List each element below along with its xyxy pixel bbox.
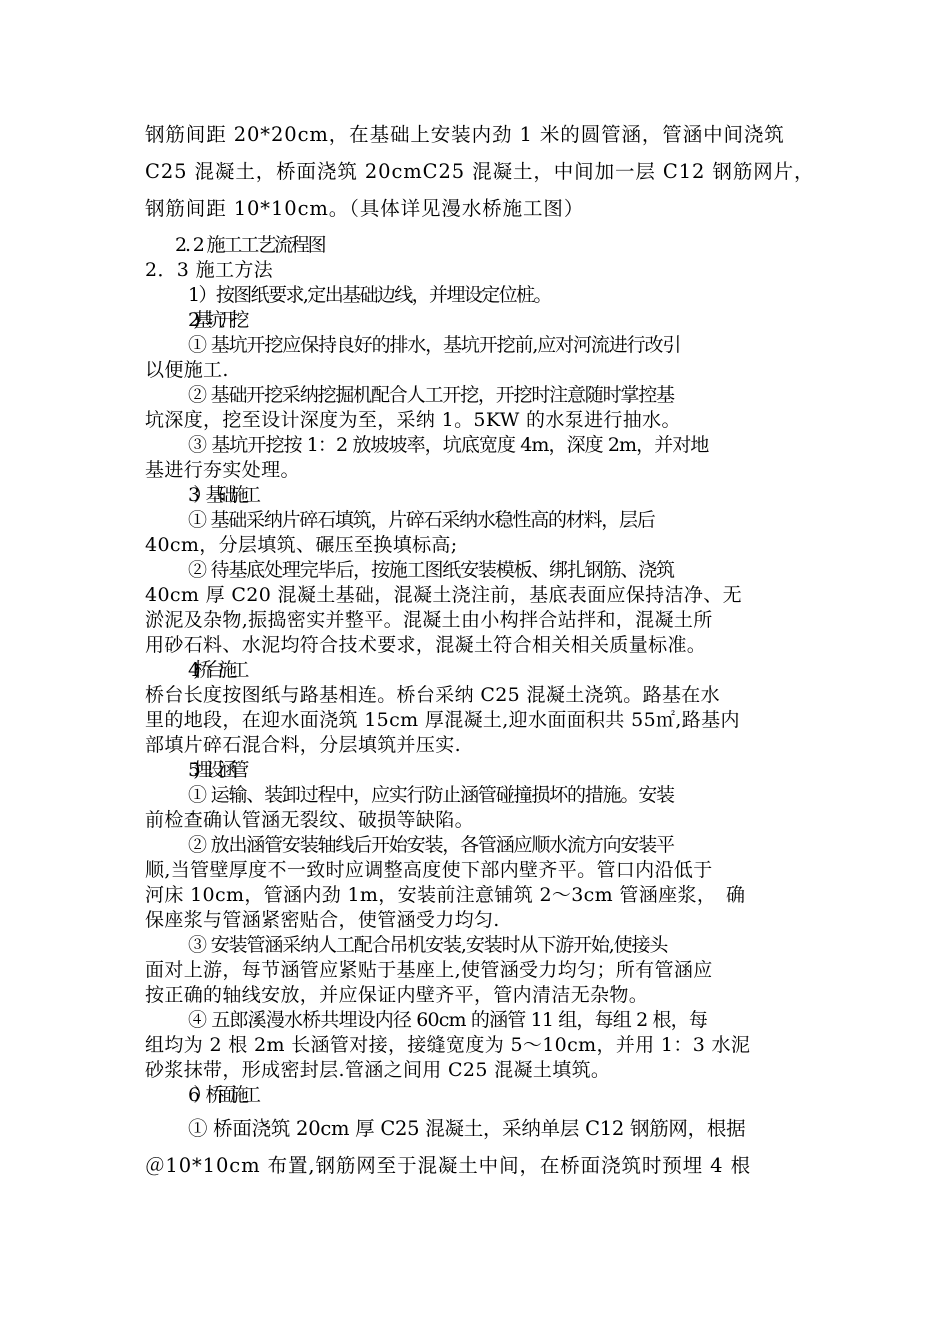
subsection-heading: 2)基坑开挖: [188, 309, 243, 331]
paragraph-line: ③ 基坑开挖按 1：2 放坡坡率，坑底宽度 4m，深度 2m，并对地: [188, 434, 709, 456]
section-heading: 2. 2 施工工艺流程图: [175, 234, 325, 256]
paragraph-line: 前检查确认管涵无裂纹、破损等缺陷。: [145, 809, 474, 831]
paragraph-line: 桥台长度按图纸与路基相连。桥台采纳 C25 混凝土浇筑。路基在水: [145, 684, 720, 706]
subsection-heading: 6）桥面施工: [188, 1084, 255, 1106]
paragraph-line: 40cm，分层填筑、碾压至换填标高;: [145, 534, 458, 556]
paragraph-line: ① 桥面浇筑 20cm 厚 C25 混凝土，采纳单层 C12 钢筋网，根据: [188, 1117, 746, 1140]
paragraph-line: 按正确的轴线安放，并应保证内壁齐平，管内清洁无杂物。: [145, 984, 649, 1006]
paragraph-line: ④ 五郎溪漫水桥共埋设内径 60cm 的涵管 11 组，每组 2 根，每: [188, 1009, 707, 1031]
paragraph-line: ③ 安装管涵采纳人工配合吊机安装,安装时从下游开始,使接头: [188, 934, 668, 956]
paragraph-line: 里的地段，在迎水面浇筑 15cm 厚混凝土,迎水面面积共 55㎡,路基内: [145, 709, 740, 731]
paragraph-line: 用砂石料、水泥均符合技术要求，混凝土符合相关相关质量标准。: [145, 634, 707, 656]
paragraph-line: 面对上游，每节涵管应紧贴于基座上,使管涵受力均匀；所有管涵应: [145, 959, 713, 981]
paragraph-line: 部填片碎石混合料，分层填筑并压实.: [145, 734, 461, 756]
paragraph-line: 顺,当管壁厚度不一致时应调整高度使下部内壁齐平。管口内沿低于: [145, 859, 713, 881]
paragraph-line: 组均为 2 根 2m 长涵管对接，接缝宽度为 5～10cm，并用 1：3 水泥: [145, 1034, 751, 1056]
paragraph-line: 保座浆与管涵紧密贴合，使管涵受力均匀.: [145, 909, 500, 931]
paragraph-line: ① 基础采纳片碎石填筑，片碎石采纳水稳性高的材料，层后: [188, 509, 655, 531]
paragraph-line: 以便施工.: [145, 359, 229, 381]
paragraph-line: 40cm 厚 C20 混凝土基础，混凝土浇注前，基底表面应保持洁净、无: [145, 584, 742, 606]
subsection-heading: 3）基础施工: [188, 484, 255, 506]
paragraph-line: ② 基础开挖采纳挖掘机配合人工开挖，开挖时注意随时掌控基: [188, 384, 674, 406]
paragraph-line: 钢筋间距 10*10cm。（具体详见漫水桥施工图）: [145, 197, 585, 220]
paragraph-line: 河床 10cm，管涵内劲 1m，安装前注意铺筑 2～3cm 管涵座浆， 确: [145, 884, 746, 906]
paragraph-line: 基进行夯实处理。: [145, 459, 300, 481]
paragraph-line: 砂浆抹带，形成密封层.管涵之间用 C25 混凝土填筑。: [145, 1059, 611, 1081]
paragraph-line: 淤泥及杂物,振捣密实并整平。混凝土由小构拌合站拌和，混凝土所: [145, 609, 713, 631]
paragraph-line: ② 待基底处理完毕后，按施工图纸安装模板、绑扎钢筋、浇筑: [188, 559, 674, 581]
paragraph-line: ① 基坑开挖应保持良好的排水，基坑开挖前,应对河流进行改引: [188, 334, 681, 356]
paragraph-line: 1）按图纸要求,定出基础边线，并埋设定位桩。: [188, 284, 551, 306]
paragraph-line: ＠10*10cm 布置,钢筋网至于混凝土中间，在桥面浇筑时预埋 4 根: [145, 1154, 751, 1177]
paragraph-line: C25 混凝土，桥面浇筑 20cmC25 混凝土，中间加一层 C12 钢筋网片，: [145, 160, 815, 183]
subsection-heading: 5)埋设涵管: [188, 759, 243, 781]
section-heading: 2．3 施工方法: [145, 259, 274, 281]
subsection-heading: 4)桥台施工: [188, 659, 243, 681]
paragraph-line: ② 放出涵管安装轴线后开始安装，各管涵应顺水流方向安装平: [188, 834, 674, 856]
paragraph-line: 钢筋间距 20*20cm，在基础上安装内劲 1 米的圆管涵，管涵中间浇筑: [145, 123, 785, 146]
paragraph-line: 坑深度，挖至设计深度为至，采纳 1。5KW 的水泵进行抽水。: [145, 409, 681, 431]
paragraph-line: ① 运输、装卸过程中，应实行防止涵管碰撞损坏的措施。安装: [188, 784, 674, 806]
